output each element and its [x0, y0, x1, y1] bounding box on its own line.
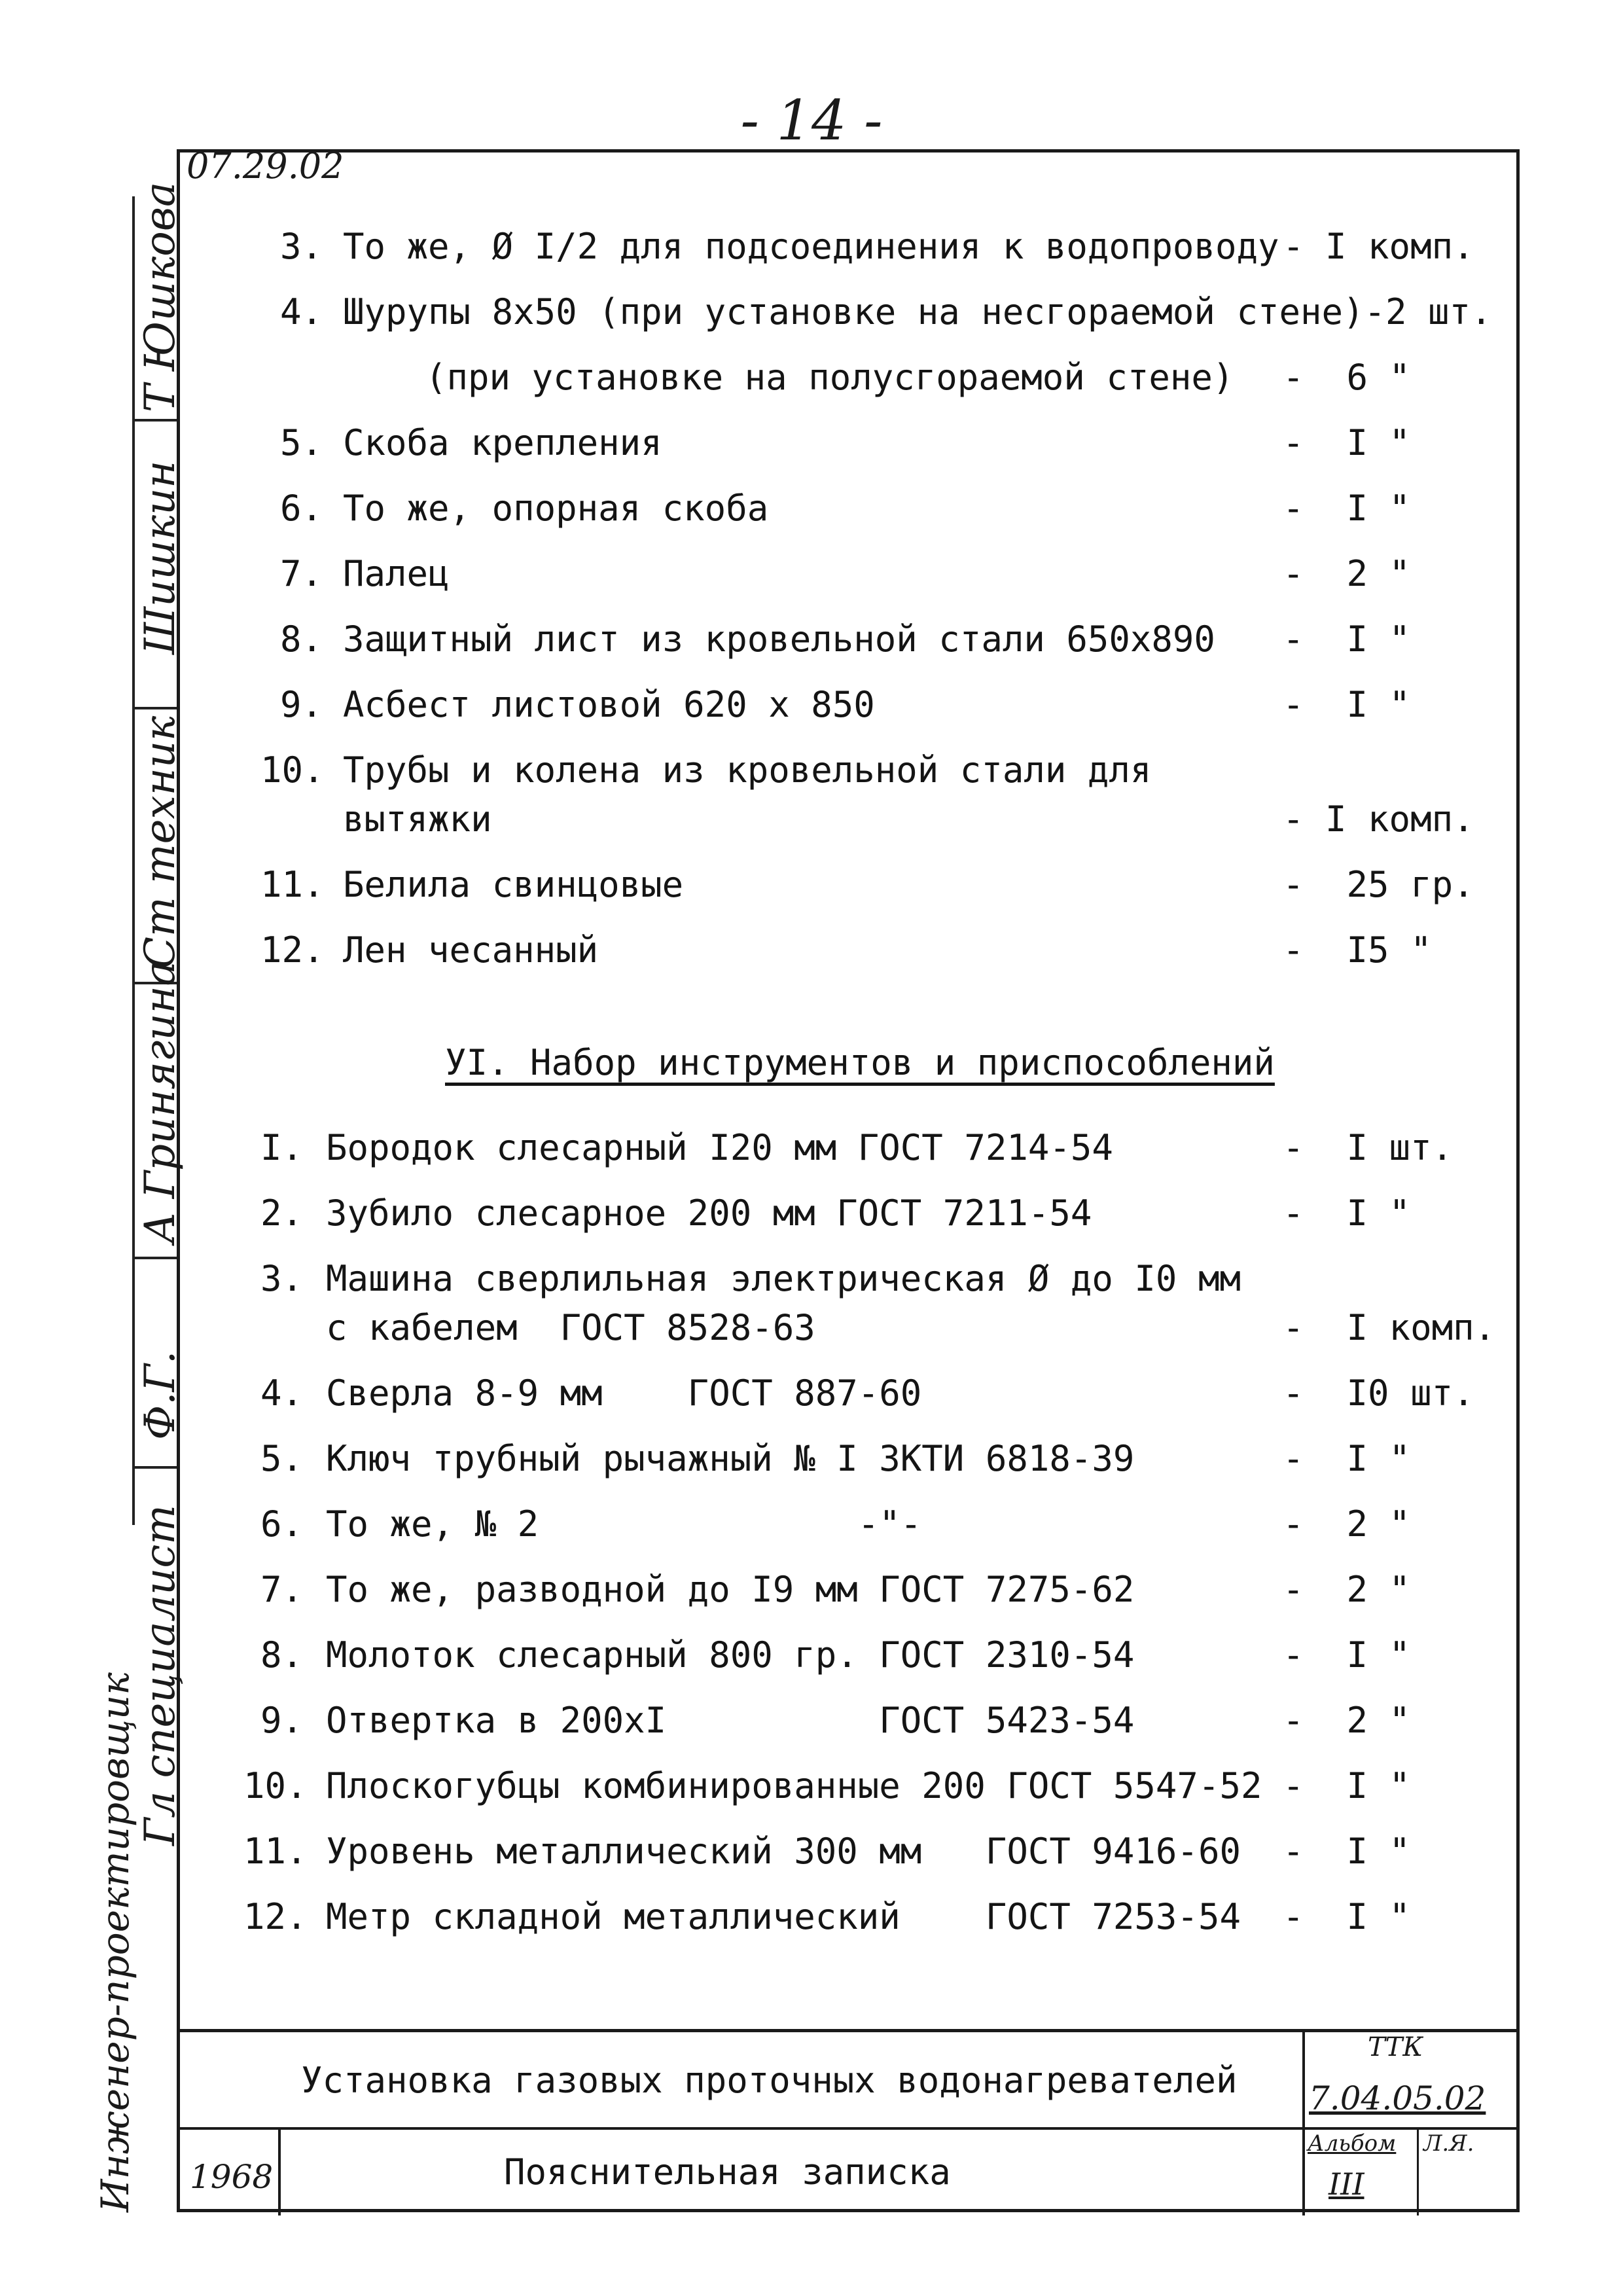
materials-qty: - I " [1283, 619, 1411, 660]
materials-text: То же, Ø I/2 для подсоединения к водопроводу [343, 226, 1279, 267]
tools-qty: - 2 " [1283, 1503, 1411, 1545]
signature-divider [132, 1257, 177, 1259]
signature-6: Гл специалист [136, 1505, 185, 1846]
tools-qty: - I " [1283, 1438, 1411, 1479]
tools-text: Ключ трубный рычажный № I ЗКТИ 6818-39 [326, 1438, 1135, 1479]
materials-text: Скоба крепления [343, 422, 662, 463]
materials-text: Шурупы 8x50 (при установке на несгораемой стене)-2 шт. [343, 291, 1492, 332]
tools-text: Бородок слесарный I20 мм ГОСТ 7214-54 [326, 1127, 1113, 1168]
tools-qty: - I шт. [1283, 1127, 1454, 1168]
tools-num: 7. [260, 1569, 304, 1610]
tools-num: I. [260, 1127, 304, 1168]
materials-qty: - 6 " [1283, 357, 1411, 398]
materials-text: Защитный лист из кровельной стали 650x890 [343, 619, 1215, 660]
materials-text: Палец [343, 553, 450, 594]
materials-qty: - I комп. [1283, 798, 1474, 840]
stamp-album-label: Альбом [1308, 2130, 1397, 2157]
title-block-divider [1417, 2127, 1419, 2215]
section-heading: УI. Набор инструментов и приспособлений [445, 1042, 1275, 1083]
tools-qty: - 2 " [1283, 1700, 1411, 1741]
materials-qty: - 2 " [1283, 553, 1411, 594]
title-block-divider [1302, 2032, 1305, 2215]
signature-7: Инженер-проектировщик [93, 1672, 137, 2212]
tools-num: 10. [243, 1765, 308, 1806]
signature-divider [132, 707, 177, 709]
tools-text: Сверла 8-9 мм ГОСТ 887-60 [326, 1372, 922, 1414]
tools-text: Уровень металлический 300 мм ГОСТ 9416-60 [326, 1831, 1241, 1872]
tools-qty: - I " [1283, 1193, 1411, 1234]
materials-text: Лен чесанный [343, 929, 599, 971]
stamp-sheet-label: Л.Я. [1423, 2130, 1474, 2157]
tools-qty: - I0 шт. [1283, 1372, 1474, 1414]
tools-text: Отвертка в 200xI ГОСТ 5423-54 [326, 1700, 1135, 1741]
tools-text: То же, № 2 -"- [326, 1503, 922, 1545]
tools-text: То же, разводной до I9 мм ГОСТ 7275-62 [326, 1569, 1135, 1610]
tools-qty: - I " [1283, 1765, 1411, 1806]
stamp-year: 1968 [190, 2158, 274, 2196]
materials-text: Трубы и колена из кровельной стали для [343, 749, 1152, 791]
materials-text: Асбест листовой 620 x 850 [343, 684, 875, 725]
stamp-album-number: III [1329, 2166, 1364, 2202]
materials-qty: - 25 гр. [1283, 864, 1474, 905]
stamp-subtitle: Пояснительная записка [504, 2151, 951, 2193]
signature-4: А Гринягина [136, 961, 185, 1244]
title-block-divider [177, 2127, 1520, 2130]
materials-text: (при установке на полусгораемой стене) [425, 357, 1234, 398]
tools-num: 11. [243, 1831, 308, 1872]
tools-qty: - 2 " [1283, 1569, 1411, 1610]
signature-divider [132, 1466, 177, 1469]
materials-qty: - I " [1283, 422, 1411, 463]
tools-text: с кабелем ГОСТ 8528-63 [326, 1307, 815, 1348]
tools-num: 4. [260, 1372, 304, 1414]
tools-text: Молоток слесарный 800 гр. ГОСТ 2310-54 [326, 1634, 1135, 1676]
materials-num: 9. [280, 684, 323, 725]
materials-num: 5. [280, 422, 323, 463]
stamp-code-prefix: ТТК [1368, 2032, 1423, 2062]
tools-qty: - I комп. [1283, 1307, 1496, 1348]
tools-num: 3. [260, 1258, 304, 1299]
tools-num: 9. [260, 1700, 304, 1741]
tools-qty: - I " [1283, 1896, 1411, 1937]
materials-num: 12. [260, 929, 325, 971]
tools-qty: - I " [1283, 1634, 1411, 1676]
tools-num: 6. [260, 1503, 304, 1545]
materials-text: вытяжки [343, 798, 492, 840]
signature-column [93, 181, 185, 2219]
signature-2: Шишкин [136, 460, 185, 655]
tools-num: 2. [260, 1193, 304, 1234]
materials-num: 8. [280, 619, 323, 660]
document-code: 07.29.02 [187, 145, 344, 187]
materials-text: Белила свинцовые [343, 864, 684, 905]
tools-num: 5. [260, 1438, 304, 1479]
page-number: - 14 - [740, 88, 883, 152]
signature-1: Т Юшкова [136, 181, 185, 412]
stamp-code: 7.04.05.02 [1309, 2079, 1486, 2117]
stamp-title: Установка газовых проточных водонагревателей [301, 2060, 1238, 2101]
materials-num: 7. [280, 553, 323, 594]
signature-divider [132, 419, 177, 422]
materials-num: 3. [280, 226, 323, 267]
materials-qty: - I комп. [1283, 226, 1474, 267]
materials-qty: - I " [1283, 684, 1411, 725]
tools-num: 12. [243, 1896, 308, 1937]
tools-qty: - I " [1283, 1831, 1411, 1872]
signature-5: Ф.Г. [136, 1350, 185, 1440]
materials-num: 6. [280, 488, 323, 529]
tools-num: 8. [260, 1634, 304, 1676]
materials-num: 4. [280, 291, 323, 332]
materials-num: 11. [260, 864, 325, 905]
tools-text: Метр складной металлический ГОСТ 7253-54 [326, 1896, 1241, 1937]
materials-qty: - I5 " [1283, 929, 1432, 971]
materials-qty: - I " [1283, 488, 1411, 529]
title-block-divider [278, 2127, 281, 2215]
materials-text: То же, опорная скоба [343, 488, 769, 529]
materials-num: 10. [260, 749, 325, 791]
tools-text: Машина сверлильная электрическая Ø до I0 мм [326, 1258, 1241, 1299]
tools-text: Плоскогубцы комбинированные 200 ГОСТ 5547-52 [326, 1765, 1262, 1806]
tools-text: Зубило слесарное 200 мм ГОСТ 7211-54 [326, 1193, 1092, 1234]
signature-3: Ст техник [136, 715, 185, 969]
title-block [177, 2029, 1520, 2212]
